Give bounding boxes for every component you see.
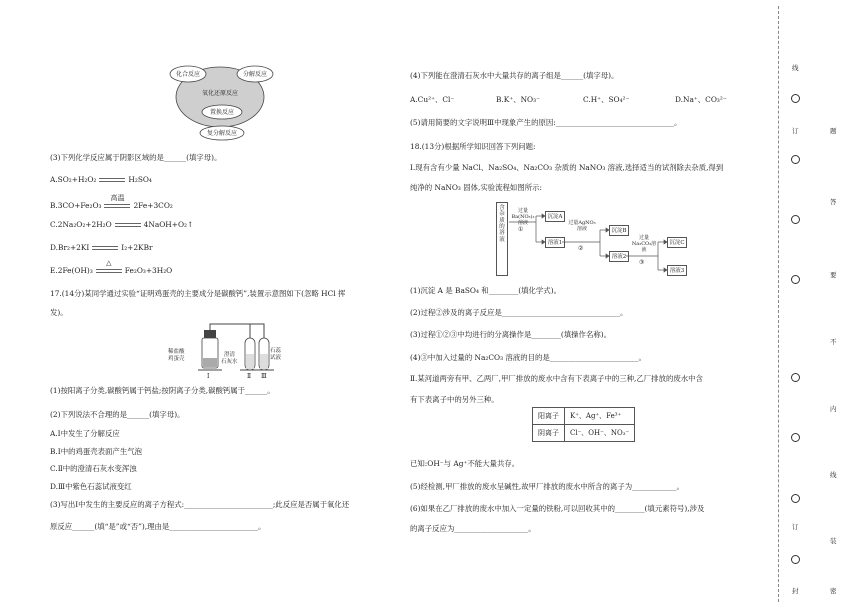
binder-char: 答	[830, 198, 837, 206]
option-b-right: 2Fe+3CO₂	[133, 201, 173, 210]
q16-5: (5)请用简要的文字说明Ⅲ中现象产生的原因:________________________________。	[410, 118, 682, 127]
q16-3-text: (3)下列化学反应属于阴影区域的是______(填字母)。	[50, 153, 222, 162]
binder-circle-icon	[791, 555, 800, 564]
equation-arrow	[115, 221, 141, 229]
condition-heat: △	[106, 259, 112, 267]
venn-combine-label: 化合反应	[175, 71, 201, 78]
label-litmus: 石蕊	[270, 348, 282, 354]
q16-4-b: B.K⁺、NO₃⁻	[496, 95, 540, 104]
binder-char: 订	[792, 127, 799, 135]
ion-table	[532, 407, 635, 442]
flow-precip-c: 沉淀C	[667, 237, 687, 248]
q18-part2-line1: Ⅱ.某河道两旁有甲、乙两厂,甲厂排放的废水中含有下表离子中的三种,乙厂排放的废水中含	[410, 374, 703, 383]
flow-step1-number: ①	[518, 226, 524, 233]
q18-3: (3)过程①②③中均进行的分离操作是________(填操作名称)。	[410, 330, 612, 339]
q16-4-d: D.Na⁺、CO₃²⁻	[675, 95, 727, 104]
option-c-right: 4NaOH+O₂↑	[143, 220, 194, 229]
binder-char: 封	[792, 587, 799, 595]
binder-circle-icon	[791, 373, 800, 382]
q17-2-a: A.Ⅰ中发生了分解反应	[50, 429, 120, 438]
venn-redox-label: 氧化还原反应	[201, 90, 239, 97]
binder-char: 线	[830, 471, 837, 479]
flow-step3-number: ③	[639, 259, 645, 266]
ion-table-cation-values: K⁺、Ag⁺、Fe³⁺	[565, 408, 635, 425]
condition-high-temp: 高温	[110, 194, 125, 202]
option-d-left: D.Br₂+2KI	[50, 243, 90, 252]
flow-precip-a: 沉淀A	[545, 211, 565, 222]
option-a	[50, 176, 152, 185]
ion-table-row-anion	[533, 425, 635, 442]
q17-2-c: C.Ⅱ中的澄清石灰水变浑浊	[50, 464, 137, 473]
binder-char: 订	[792, 523, 799, 531]
q17-2-b: B.Ⅰ中的鸡蛋壳表面产生气泡	[50, 447, 142, 456]
q18-6-line1: (6)如果在乙厂排放的废水中加入一定量的铁粉,可以回收其中的________(填元素符号),涉及	[410, 504, 705, 513]
equation-arrow	[96, 259, 122, 275]
flow-step3-reagent: 过量Na₂CO₃溶液	[631, 235, 657, 253]
q16-4: (4)下列能在澄清石灰水中大量共存的离子组是______(填字母)。	[410, 71, 619, 80]
equation-arrow	[99, 176, 125, 184]
label-II: Ⅱ	[247, 373, 252, 380]
binder-char: 装	[830, 537, 837, 545]
label-III: Ⅲ	[261, 373, 267, 380]
binder-char: 内	[830, 405, 837, 413]
flow-solution-3: 溶液3	[667, 265, 687, 276]
q16-4-a: A.Cu²⁺、Cl⁻	[410, 95, 455, 104]
option-c	[50, 221, 193, 230]
q16-4-c: C.H⁺、SO₄²⁻	[583, 95, 630, 104]
binding-margin	[786, 0, 860, 608]
binder-char: 不	[830, 338, 837, 346]
flow-step2-number: ②	[578, 245, 584, 252]
option-a-right: H₂SO₄	[128, 175, 152, 184]
option-d	[50, 244, 153, 253]
q17-stem-line1: 17.(14分)某同学通过实验“证明鸡蛋壳的主要成分是碳酸钙”,装置示意图如下(忽略 HCl 挥	[50, 289, 346, 298]
option-b-left: B.3CO+Fe₂O₃	[50, 201, 102, 210]
q17-2: (2)下列说法不合理的是______(填字母)。	[50, 410, 185, 419]
binder-char: 题	[830, 127, 837, 135]
option-e-left: E.2Fe(OH)₃	[50, 266, 93, 275]
q17-1: (1)按阳离子分类,碳酸钙属于钙盐;按阴离子分类,碳酸钙属于______。	[50, 386, 275, 395]
q17-3-line2: 原反应______(填“是”或“否”),理由是________________________。	[50, 522, 266, 531]
q18-title: 18.(13分)根据所学知识回答下列问题:	[410, 142, 536, 151]
q18-1: (1)沉淀 A 是 BaSO₄ 和________(填化学式)。	[410, 286, 561, 295]
q18-6-line2: 的离子反应为____________________。	[410, 524, 536, 533]
binder-circle-icon	[791, 494, 800, 503]
q18-4: (4)③中加入过量的 Na₂CO₃ 溶液的目的是________________________。	[410, 353, 646, 362]
ion-table-cation-header: 阳离子	[533, 408, 565, 425]
binding-dashed-line	[778, 6, 779, 602]
option-a-left: A.SO₂+H₂O₂	[50, 175, 97, 184]
binder-char: 要	[830, 271, 837, 279]
binder-char: 密	[830, 587, 837, 595]
option-c-left: C.2Na₂O₂+2H₂O	[50, 220, 112, 229]
ion-table-row-cation	[533, 408, 635, 425]
binder-circle-icon	[791, 94, 800, 103]
q17-3-line1: (3)写出Ⅰ中发生的主要反应的离子方程式:________________________;此反应是否属于氧化还	[50, 500, 350, 509]
ion-table-anion-values: Cl⁻、OH⁻、NO₃⁻	[565, 425, 635, 442]
q18-known: 已知:OH⁻与 Ag⁺不能大量共存。	[410, 459, 520, 468]
label-clear: 澄清	[224, 352, 236, 358]
q18-part2-line2: 有下表离子中的另外三种。	[410, 395, 499, 404]
q17-2-d: D.Ⅲ中紫色石蕊试液变红	[50, 482, 132, 491]
label-eggshell: 鸡蛋壳	[168, 356, 185, 362]
label-limewater: 石灰水	[221, 359, 238, 365]
label-I: Ⅰ	[207, 373, 210, 380]
binder-circle-icon	[791, 155, 800, 164]
binder-circle-icon	[791, 275, 800, 284]
option-e-right: Fe₂O₃+3H₂O	[124, 266, 173, 275]
option-b	[50, 194, 173, 211]
q18-part1-line1: Ⅰ.现有含有少量 NaCl、Na₂SO₄、Na₂CO₃ 杂质的 NaNO₃ 溶液,选择适当的试剂除去杂质,得到	[410, 163, 724, 172]
flow-start-box: 含杂质的溶液	[496, 202, 508, 276]
ion-table-anion-header: 阴离子	[533, 425, 565, 442]
reaction-venn-diagram	[160, 62, 285, 142]
label-dilute-hcl: 稀盐酸	[168, 349, 185, 355]
binder-circle-icon	[791, 215, 800, 224]
equation-arrow	[92, 244, 118, 252]
equation-arrow	[104, 194, 130, 210]
flow-solution-1: 溶液1	[545, 237, 565, 248]
label-solution: 试液	[270, 355, 282, 361]
flow-chart	[496, 202, 696, 278]
q18-5: (5)经检测,甲厂排放的废水呈碱性,故甲厂排放的废水中所含的离子为____________。	[410, 482, 684, 491]
flow-step1-reagent: 过量Ba(NO₃)₂溶液	[511, 208, 535, 226]
apparatus-diagram	[168, 318, 282, 380]
flow-step2-reagent: 过量AgNO₃溶液	[568, 220, 596, 232]
option-d-right: I₂+2KBr	[121, 243, 153, 252]
flow-solution-2: 溶液2	[609, 251, 629, 262]
binder-char: 线	[792, 64, 799, 72]
q18-part1-line2: 纯净的 NaNO₃ 固体,实验流程如图所示:	[410, 183, 542, 192]
q17-stem-line2: 发)。	[50, 308, 68, 317]
binder-circle-icon	[791, 433, 800, 442]
flow-precip-b: 沉淀B	[609, 225, 629, 236]
venn-replace-label: 置换反应	[209, 109, 235, 116]
option-e	[50, 259, 173, 276]
q18-2: (2)过程②涉及的离子反应是________________________________。	[410, 308, 628, 317]
venn-decompose-label: 分解反应	[242, 71, 268, 78]
venn-double-label: 复分解反应	[206, 130, 238, 137]
